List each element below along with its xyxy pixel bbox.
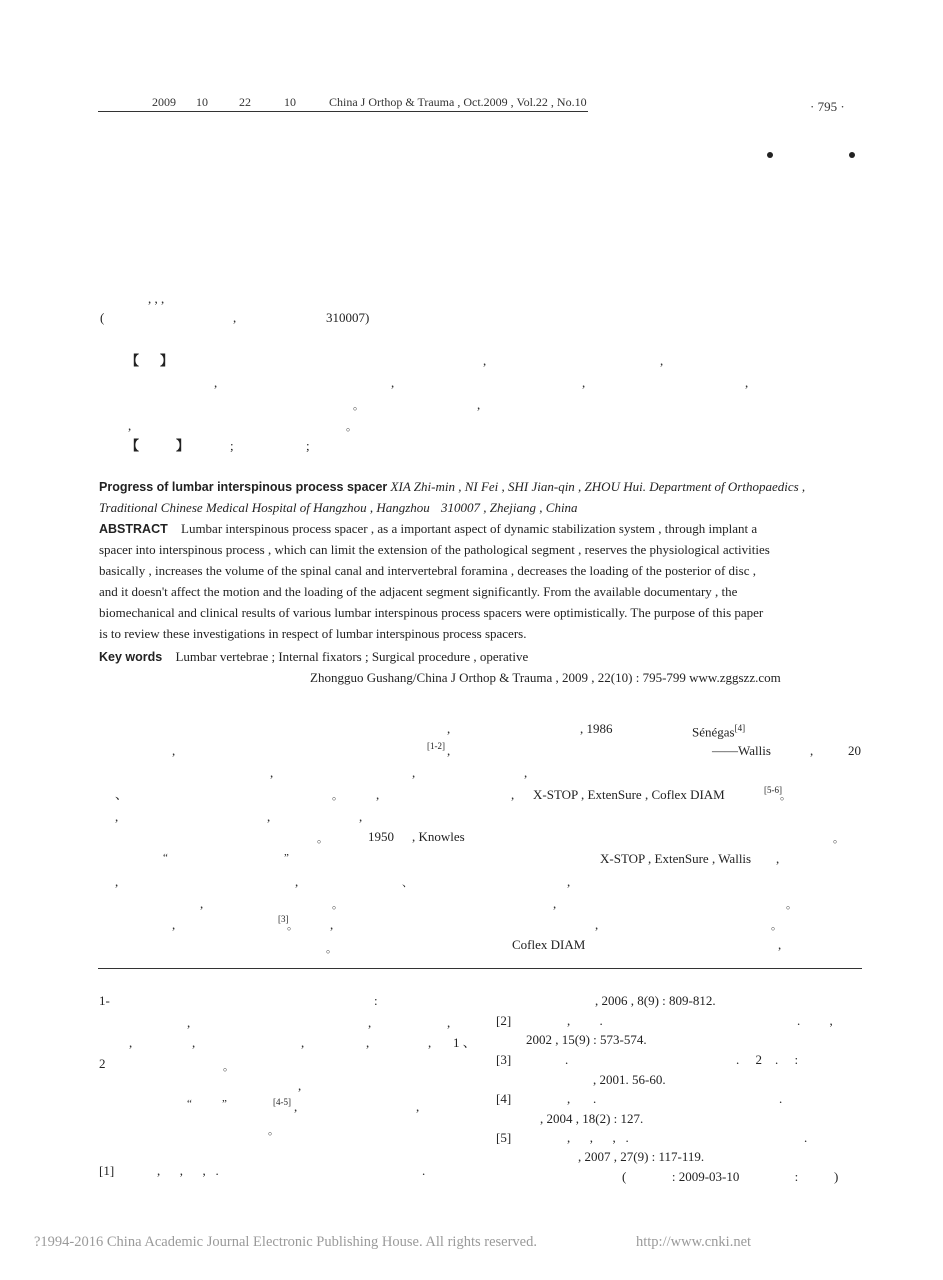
body-mark: , — [115, 874, 119, 889]
body-mark: , — [200, 896, 204, 911]
note-mark: 。 — [223, 1061, 234, 1073]
body-author-name: , Knowles — [412, 829, 465, 844]
note-mark: , — [129, 1035, 133, 1050]
reference-label: [1] — [99, 1163, 115, 1178]
abstract-text: biomechanical and clinical results of various lumbar interspinous process spacers were optimistically. The purpose of this paper — [99, 605, 764, 620]
abstract-text: is to review these investigations in respect of lumbar interspinous process spacers. — [99, 626, 527, 641]
note-mark: , — [301, 1035, 305, 1050]
note-mark: , — [187, 1015, 191, 1030]
abstract-label-open: 【 — [126, 353, 140, 368]
body-mark: , — [295, 874, 299, 889]
body-mark: , — [553, 896, 557, 911]
header-volume: 22 — [239, 95, 251, 109]
header-rule — [98, 111, 588, 112]
en-affiliation-tail: 310007 , Zhejiang , China — [441, 500, 578, 515]
body-mark: , — [778, 937, 782, 952]
cn-abstract-mark: , — [660, 353, 664, 368]
body-mark: , — [270, 765, 274, 780]
keywords-separator: ; — [230, 438, 234, 453]
reference-mark: . — [779, 1091, 783, 1106]
senegas-citation — [692, 718, 745, 742]
body-mark: , — [776, 851, 780, 866]
affiliation-open-paren: ( — [100, 310, 105, 325]
body-mark: ” — [284, 852, 289, 864]
affiliation-postcode: 310007) — [326, 310, 370, 325]
citation-ref: [3] — [278, 914, 289, 924]
cnki-url: http://www.cnki.net — [636, 1234, 752, 1250]
citation-ref: [4-5] — [273, 1097, 291, 1107]
abstract-heading: ABSTRACT — [99, 522, 168, 536]
reference-label: [5] — [496, 1130, 512, 1145]
abstract-text: spacer into interspinous process , which can limit the extension of the pathological segment , reserves the physiological activities — [99, 542, 770, 557]
body-mark: 。 — [287, 920, 298, 932]
note-mark: , — [447, 1015, 451, 1030]
en-affiliation: Traditional Chinese Medical Hospital of Hangzhou , Hangzhou — [99, 500, 430, 515]
body-mark: , — [412, 765, 416, 780]
body-mark: , — [172, 917, 176, 932]
device-list: Coflex DIAM — [512, 937, 586, 952]
body-mark: 、 — [115, 787, 129, 802]
page-number: · 795 · — [810, 99, 845, 114]
body-mark: 。 — [833, 833, 844, 845]
cn-abstract-mark: , — [483, 353, 487, 368]
reference-label: [4] — [496, 1091, 512, 1106]
body-mark: 。 — [771, 920, 782, 932]
received-date: ( : 2009-03-10 : ) — [622, 1169, 839, 1184]
copyright-footer: ?1994-2016 China Academic Journal Electronic Publishing House. All rights reserved. — [34, 1234, 537, 1250]
body-mark: 。 — [786, 899, 797, 911]
note-item-prefix: 1- — [99, 993, 110, 1008]
cn-abstract-mark: 。 — [353, 400, 364, 412]
reference-mark: . — [565, 1052, 569, 1067]
section-rule — [98, 968, 862, 969]
note-mark: , — [368, 1015, 372, 1030]
citation-ref: [4] — [734, 723, 746, 733]
reference-tail: , 2001. 56-60. — [593, 1072, 666, 1087]
keywords-line — [99, 646, 528, 668]
cn-abstract-mark: , — [477, 397, 481, 412]
note-mark: , — [428, 1035, 432, 1050]
reference-tail: 2002 , 15(9) : 573-574. — [526, 1032, 647, 1047]
note-mark: 。 — [268, 1125, 279, 1137]
note-item-number: 2 — [99, 1056, 106, 1071]
note-mark: : — [374, 993, 378, 1008]
body-mark: , — [359, 809, 363, 824]
en-abstract-line — [99, 518, 757, 540]
reference-marks: , , , . — [157, 1163, 219, 1178]
header-journal-citation: China J Orthop & Trauma , Oct.2009 , Vol.22 , No.10 — [329, 95, 587, 109]
body-mark: , — [511, 787, 515, 802]
cn-abstract-mark: , — [745, 375, 749, 390]
body-mark: 。 — [332, 899, 343, 911]
cn-abstract-mark: 。 — [346, 421, 357, 433]
body-author-name: Sénégas — [692, 724, 735, 740]
affiliation-comma: , — [233, 310, 237, 325]
reference-mark: . — [422, 1163, 426, 1178]
body-mark: , — [115, 809, 119, 824]
note-mark: 1 、 — [453, 1035, 476, 1050]
body-mark: 。 — [326, 943, 337, 955]
bullet-mark-right — [849, 152, 855, 158]
body-mark: , — [595, 917, 599, 932]
keywords-label-close: 】 — [176, 438, 190, 453]
reference-tail: , 2004 , 18(2) : 127. — [540, 1111, 644, 1126]
keywords-separator: ; — [306, 438, 310, 453]
header-month: 10 — [196, 95, 208, 109]
keywords-heading: Key words — [99, 650, 163, 664]
author-separators: , , , — [148, 291, 165, 306]
device-list: X-STOP , ExtenSure , Coflex DIAM — [533, 787, 725, 802]
body-mark: , — [447, 721, 451, 736]
body-mark: 、 — [402, 877, 413, 889]
body-year: , 1986 — [580, 721, 613, 736]
reference-marks: . 2 . : — [736, 1052, 799, 1067]
device-list: X-STOP , ExtenSure , Wallis — [600, 851, 752, 866]
note-mark: , — [294, 1099, 298, 1114]
citation-ref: [5-6] — [764, 785, 782, 795]
body-mark: , — [376, 787, 380, 802]
body-mark: , — [267, 809, 271, 824]
reference-label: [3] — [496, 1052, 512, 1067]
body-number: 20 — [848, 743, 861, 758]
header-year: 2009 — [152, 95, 176, 109]
body-mark: 。 — [780, 790, 791, 802]
cn-abstract-mark: , — [391, 375, 395, 390]
reference-marks: , . — [567, 1091, 597, 1106]
reference-tail: , 2007 , 27(9) : 117-119. — [578, 1149, 705, 1164]
bullet-mark-left — [767, 152, 773, 158]
reference-label: [2] — [496, 1013, 512, 1028]
cn-abstract-mark: , — [214, 375, 218, 390]
note-mark: “ — [187, 1098, 192, 1110]
keywords-text: Lumbar vertebrae ; Internal fixators ; Surgical procedure , operative — [175, 649, 529, 664]
body-mark: , — [810, 743, 814, 758]
en-article-title: Progress of lumbar interspinous process spacer — [99, 480, 388, 494]
reference-tail: , 2006 , 8(9) : 809-812. — [595, 993, 716, 1008]
abstract-label-close: 】 — [160, 353, 174, 368]
header-issue: 10 — [284, 95, 296, 109]
body-mark: , — [567, 874, 571, 889]
journal-citation: Zhongguo Gushang/China J Orthop & Trauma , 2009 , 22(10) : 795-799 www.zggszz.com — [310, 670, 781, 685]
en-authors: XIA Zhi-min , NI Fei , SHI Jian-qin , ZHOU Hui. Department of Orthopaedics , — [390, 479, 806, 494]
body-mark: 。 — [317, 833, 328, 845]
citation-ref: [1-2] — [427, 741, 445, 751]
body-mark: , — [447, 743, 451, 758]
keywords-label-open: 【 — [126, 438, 140, 453]
reference-marks: , , , . — [567, 1130, 629, 1145]
body-year: 1950 — [368, 829, 394, 844]
note-mark: ” — [222, 1098, 227, 1110]
cn-abstract-mark: , — [128, 418, 132, 433]
reference-marks: . , — [797, 1013, 833, 1028]
body-mark: , — [172, 743, 176, 758]
wallis-name: ——Wallis — [712, 743, 771, 758]
body-mark: , — [524, 765, 528, 780]
reference-mark: . — [804, 1130, 808, 1145]
body-mark: , — [330, 917, 334, 932]
abstract-text: basically , increases the volume of the spinal canal and intervertebral foramina , decreases the loading of the posterior of disc , — [99, 563, 756, 578]
note-mark: , — [416, 1099, 420, 1114]
abstract-text: Lumbar interspinous process spacer , as a important aspect of dynamic stabilization system , through implant a — [181, 521, 758, 536]
abstract-text: and it doesn't affect the motion and the loading of the adjacent segment significantly. From the available documentary , the — [99, 584, 738, 599]
note-mark: , — [298, 1078, 302, 1093]
body-mark: “ — [163, 852, 168, 864]
reference-marks: , . — [567, 1013, 603, 1028]
note-mark: , — [192, 1035, 196, 1050]
en-title-line — [99, 476, 805, 498]
en-affiliation-line — [99, 497, 578, 518]
note-mark: , — [366, 1035, 370, 1050]
body-mark: 。 — [332, 790, 343, 802]
cn-abstract-mark: , — [582, 375, 586, 390]
